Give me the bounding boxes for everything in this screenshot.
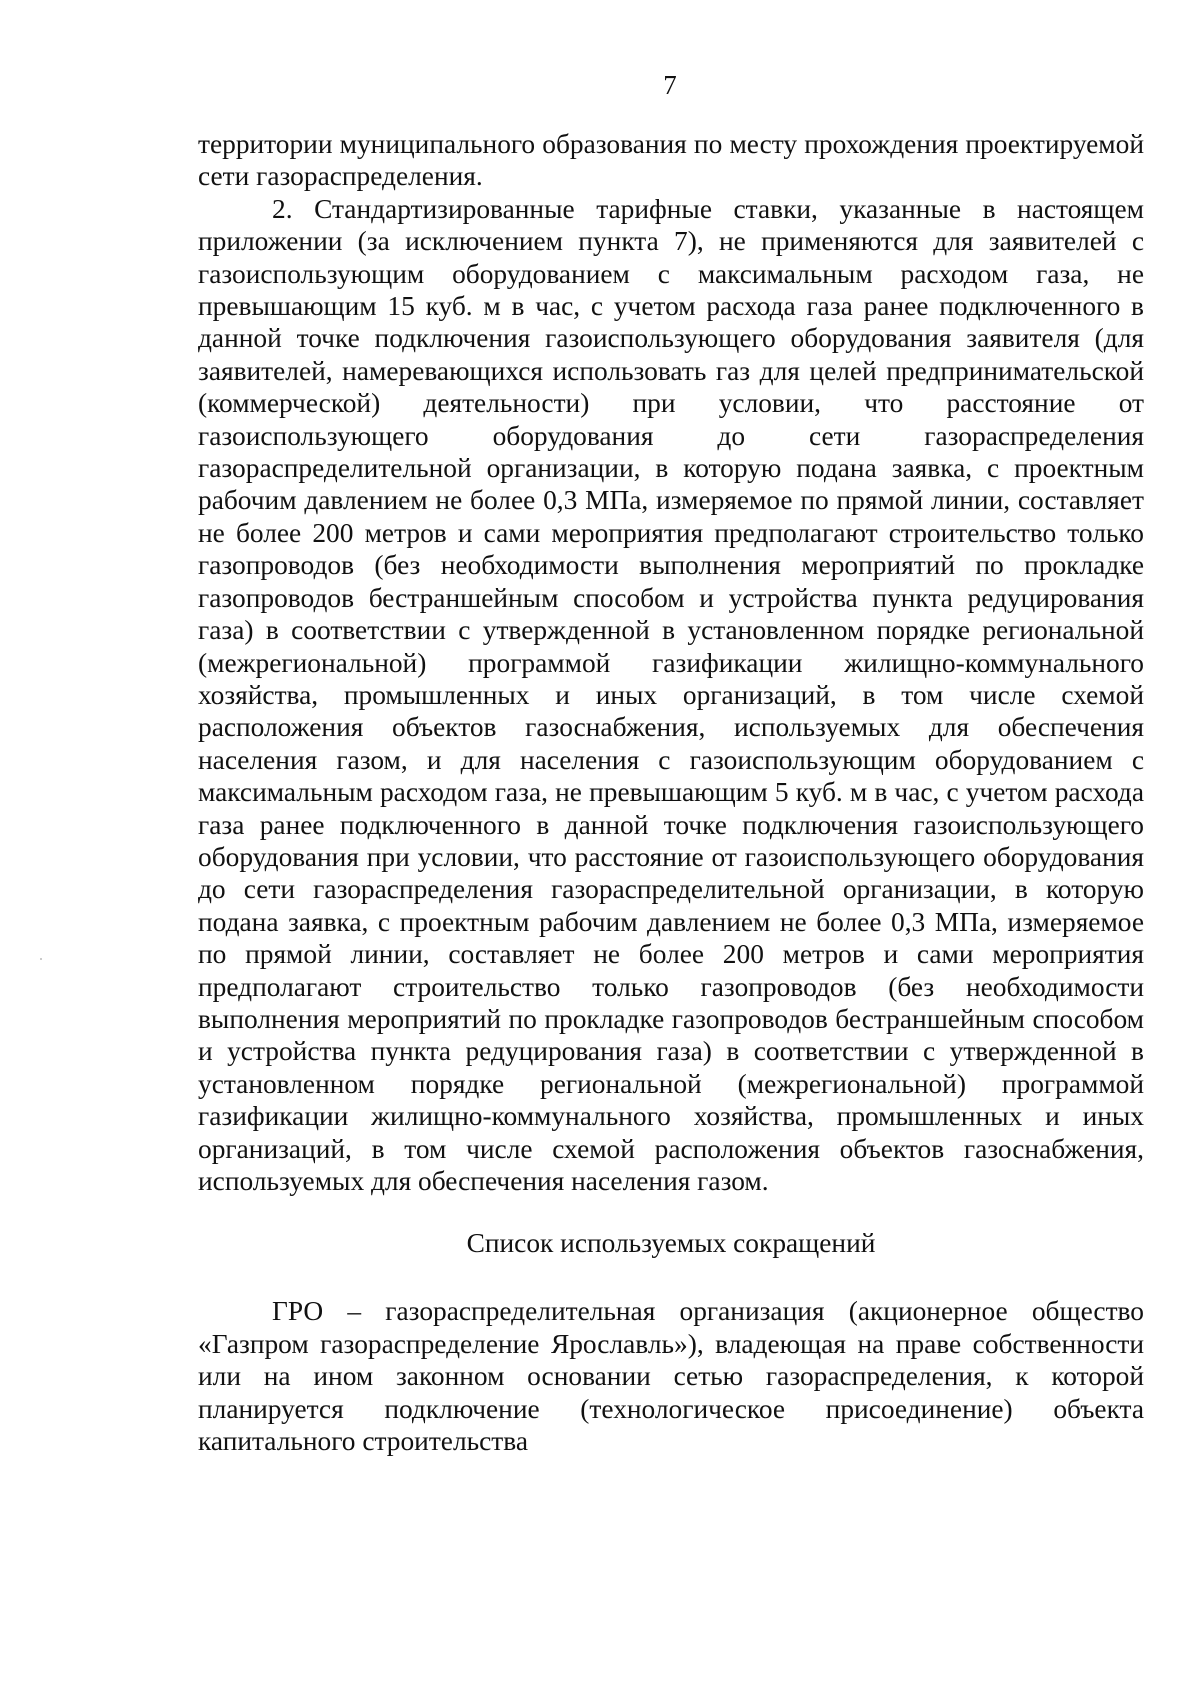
abbreviation-gro: ГРО – газораспределительная организация (акционерное общество «Газпром газораспределение Ярославль»), владеющая на праве собственности или на ином законном основании сетью газораспределения, к которой планируется подключение (технологическое присоединение) объекта капитального строительства: [198, 1296, 1144, 1457]
scan-speck: [40, 958, 42, 960]
document-body: [198, 128, 1144, 1457]
section-heading-abbreviations: Список используемых сокращений: [466, 1228, 876, 1259]
page-number: 7: [663, 70, 677, 100]
paragraph-continuation: территории муниципального образования по месту прохождения проектируемой сети газораспределения.: [198, 129, 1144, 192]
paragraph-item-2: 2. Стандартизированные тарифные ставки, указанные в настоящем приложении (за исключением пункта 7), не применяются для заявителей с газоиспользующим оборудованием с максимальным расходом газа, не превышающим 15 куб. м в час, с учетом расхода газа ранее подключенного в данной точке подключения газоиспользующего оборудования заявителя (для заявителей, намеревающихся использовать газ для целей предпринимательской (коммерческой) деятельности) при условии, что расстояние от газоиспользующего оборудования до сети газораспределения газораспределительной организации, в которую подана заявка, с проектным рабочим давлением не более 0,3 МПа, измеряемое по прямой линии, составляет не более 200 метров и сами мероприятия предполагают строительство только газопроводов (без необходимости выполнения мероприятий по прокладке газопроводов бестраншейным способом и устройства пункта редуцирования газа) в соответствии с утвержденной в установленном порядке региональной (межрегиональной) программой газификации жилищно-коммунального хозяйства, промышленных и иных организаций, в том числе схемой расположения объектов газоснабжения, используемых для обеспечения населения газом, и для населения с газоиспользующим оборудованием с максимальным расходом газа, не превышающим 5 куб. м в час, с учетом расхода газа ранее подключенного в данной точке подключения газоиспользующего оборудования при условии, что расстояние от газоиспользующего оборудования до сети газораспределения газораспределительной организации, в которую подана заявка, с проектным рабочим давлением не более 0,3 МПа, измеряемое по прямой линии, составляет не более 200 метров и сами мероприятия предполагают строительство только газопроводов (без необходимости выполнения мероприятий по прокладке газопроводов бестраншейным способом и устройства пункта редуцирования газа) в соответствии с утвержденной в установленном порядке региональной (межрегиональной) программой газификации жилищно-коммунального хозяйства, промышленных и иных организаций, в том числе схемой расположения объектов газоснабжения, используемых для обеспечения населения газом.: [198, 193, 1144, 1196]
